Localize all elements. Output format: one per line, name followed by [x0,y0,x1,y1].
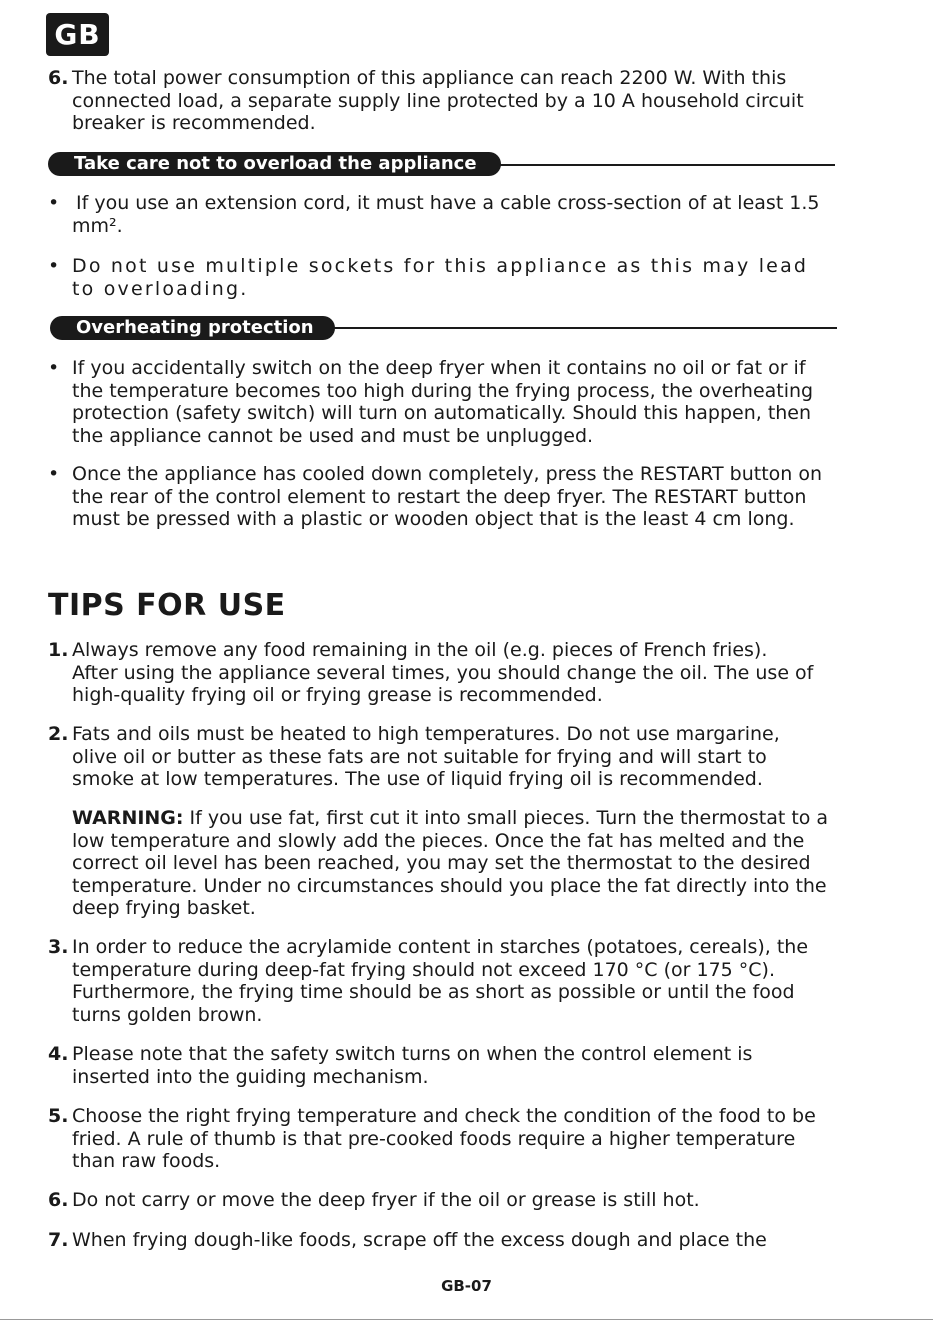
bullet-icon: • [48,357,60,379]
section-rule [332,327,837,329]
tip-5-text: Choose the right frying temperature and check the condition of the food to be fried. A rule of thumb is that pre-cooked foods require a higher temperature than raw foods. [72,1105,816,1172]
tip-6-text: Do not carry or move the deep fryer if the oil or grease is still hot. [72,1189,700,1211]
bullet-icon: • [48,463,60,485]
tip-3-text: In order to reduce the acrylamide content in starches (potatoes, cereals), the temperature during deep-fat frying should not exceed 170 °C (or 175 °C). Furthermore, the frying time should be as short as possible or until the food turns golden brown. [72,936,809,1026]
item-number: 7. [48,1229,69,1251]
tip-7-text: When frying dough-like foods, scrape off the excess dough and place the [72,1229,767,1251]
section-title-overheating: Overheating protection [50,316,335,340]
warning-text: If you use fat, first cut it into small pieces. Turn the thermostat to a low temperature and slowly add the pieces. Once the fat has melted and the correct oil level has been reached, you may set the thermostat to the desired temperature. Under no circumstances should you place the fat directly into the deep frying basket. [72,807,829,919]
bullet-icon: • [48,192,60,214]
item-number: 5. [48,1105,69,1127]
item-number: 6. [48,1189,69,1211]
tip-4-text: Please note that the safety switch turns on when the control element is inserted into the guiding mechanism. [72,1043,753,1088]
item-number: 4. [48,1043,69,1065]
bullet-icon: • [48,255,60,277]
item-number: 2. [48,723,69,745]
tip-1-text: Always remove any food remaining in the oil (e.g. pieces of French fries). After using the appliance several times, you should change the oil. The use of high-quality frying oil or frying grease is recommended. [72,639,814,706]
section-rule [498,164,835,166]
item-number: 1. [48,639,69,661]
tips-heading: TIPS FOR USE [48,588,286,623]
page-number: GB-07 [441,1277,492,1295]
section-title-overload: Take care not to overload the appliance [48,152,501,176]
overheating-bullet-2: Once the appliance has cooled down completely, press the RESTART button on the rear of the control element to restart the deep fryer. The RESTART button must be pressed with a plastic or wooden object that is the least 4 cm long. [72,463,823,530]
warning-label: WARNING: [72,807,184,829]
overload-bullet-1: If you use an extension cord, it must have a cable cross-section of at least 1.5 mm². [72,192,820,237]
tip-2-text: Fats and oils must be heated to high temperatures. Do not use margarine, olive oil or butter as these fats are not suitable for frying and will start to smoke at low temperatures. The use of liquid frying oil is recommended. [72,723,780,790]
item-number: 6. [48,67,69,89]
item-number: 3. [48,936,69,958]
overload-bullet-2: Do not use multiple sockets for this appliance as this may lead to overloading. [72,255,809,300]
language-badge: GB [46,13,109,56]
page-bottom-line [0,1319,933,1320]
warning-paragraph [72,807,836,920]
intro-text: The total power consumption of this appliance can reach 2200 W. With this connected load, a separate supply line protected by a 10 A household circuit breaker is recommended. [72,67,804,134]
overheating-bullet-1: If you accidentally switch on the deep fryer when it contains no oil or fat or if the temperature becomes too high during the frying process, the overheating protection (safety switch) will turn on automatically. Should this happen, then the appliance cannot be used and must be unplugged. [72,357,814,447]
